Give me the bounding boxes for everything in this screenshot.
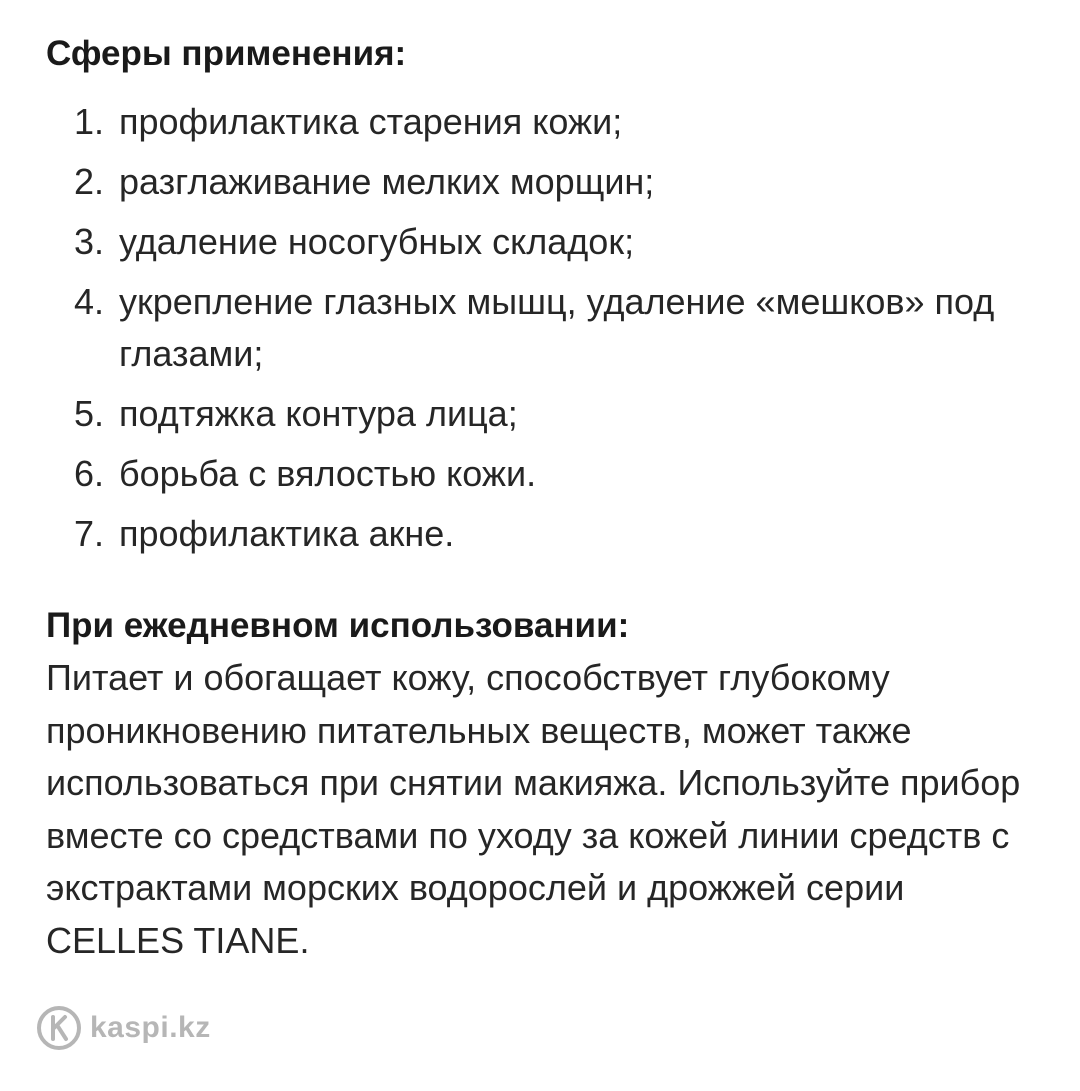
list-item-number: 4. xyxy=(74,281,105,322)
daily-use-section xyxy=(46,600,1046,967)
list-item-text: профилактика старения кожи; xyxy=(119,101,623,142)
list-item xyxy=(46,216,1046,268)
list-item xyxy=(46,388,1046,440)
list-item xyxy=(46,276,1046,380)
list-item-text: борьба с вялостью кожи. xyxy=(119,453,537,494)
list-item xyxy=(46,508,1046,560)
section-heading-daily-use: При ежедневном использовании: xyxy=(46,606,630,645)
list-item xyxy=(46,448,1046,500)
list-item xyxy=(46,156,1046,208)
list-item-number: 1. xyxy=(74,101,105,142)
watermark-text: kaspi.kz xyxy=(90,1011,211,1044)
list-item xyxy=(46,96,1046,148)
list-item-text: удаление носогубных складок; xyxy=(119,221,635,262)
list-item-text: укрепление глазных мышц, удаление «мешков» под глазами; xyxy=(119,281,995,374)
daily-use-paragraph: Питает и обогащает кожу, способствует глубокому проникновению питательных веществ, может также использоваться при снятии макияжа. Используйте прибор вместе со средствами по уходу за кожей линии средств с экстрактами морских водорослей и дрожжей серии CELLES TIANE. xyxy=(46,657,1021,961)
list-item-text: разглаживание мелких морщин; xyxy=(119,161,655,202)
list-item-number: 2. xyxy=(74,161,105,202)
section-heading-applications: Сферы применения: xyxy=(46,34,407,73)
applications-list xyxy=(46,96,1046,560)
kaspi-logo-icon xyxy=(36,1005,82,1051)
description-content xyxy=(46,28,1046,967)
list-item-number: 6. xyxy=(74,453,105,494)
list-item-number: 7. xyxy=(74,513,105,554)
list-item-text: подтяжка контура лица; xyxy=(119,393,518,434)
list-item-number: 3. xyxy=(74,221,105,262)
list-item-text: профилактика акне. xyxy=(119,513,455,554)
list-item-number: 5. xyxy=(74,393,105,434)
kaspi-watermark xyxy=(36,1003,211,1053)
